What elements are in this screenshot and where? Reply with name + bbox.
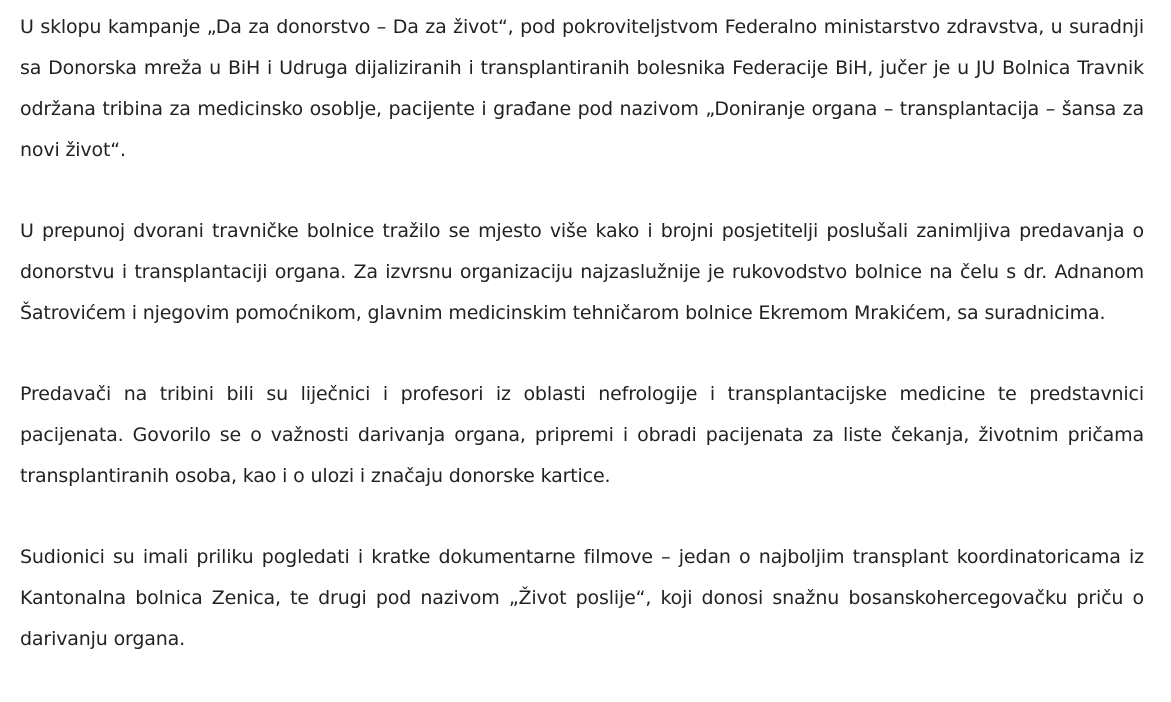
article-paragraph: Sudionici su imali priliku pogledati i kratke dokumentarne filmove – jedan o najboljim transplant koordinatoricama iz Kantonalna bolnica Zenica, te drugi pod nazivom „Život poslije“, koji donosi snažnu bosanskohercegovačku priču o darivanju organa. (20, 546, 1144, 650)
article-paragraph: Predavači na tribini bili su liječnici i profesori iz oblasti nefrologije i transplantacijske medicine te predstavnici pacijenata. Govorilo se o važnosti darivanja organa, pripremi i obradi pacijenata za liste čekanja, životnim pričama transplantiranih osoba, kao i o ulozi i značaju donorske kartice. (20, 383, 1144, 487)
article-paragraph: U sklopu kampanje „Da za donorstvo – Da za život“, pod pokroviteljstvom Federalno ministarstvo zdravstva, u suradnji sa Donorska mreža u BiH i Udruga dijaliziranih i transplantiranih bolesnika Federacije BiH, jučer je u JU Bolnica Travnik održana tribina za medicinsko osoblje, pacijente i građane pod nazivom „Doniranje organa – transplantacija – šansa za novi život“. (20, 16, 1144, 161)
article-paragraph: U prepunoj dvorani travničke bolnice tražilo se mjesto više kako i brojni posjetitelji poslušali zanimljiva predavanja o donorstvu i transplantaciji organa. Za izvrsnu organizaciju najzaslužnije je rukovodstvo bolnice na čelu s dr. Adnanom Šatrovićem i njegovim pomoćnikom, glavnim medicinskim tehničarom bolnice Ekremom Mrakićem, sa suradnicima. (20, 220, 1144, 324)
article-body (20, 7, 1144, 660)
